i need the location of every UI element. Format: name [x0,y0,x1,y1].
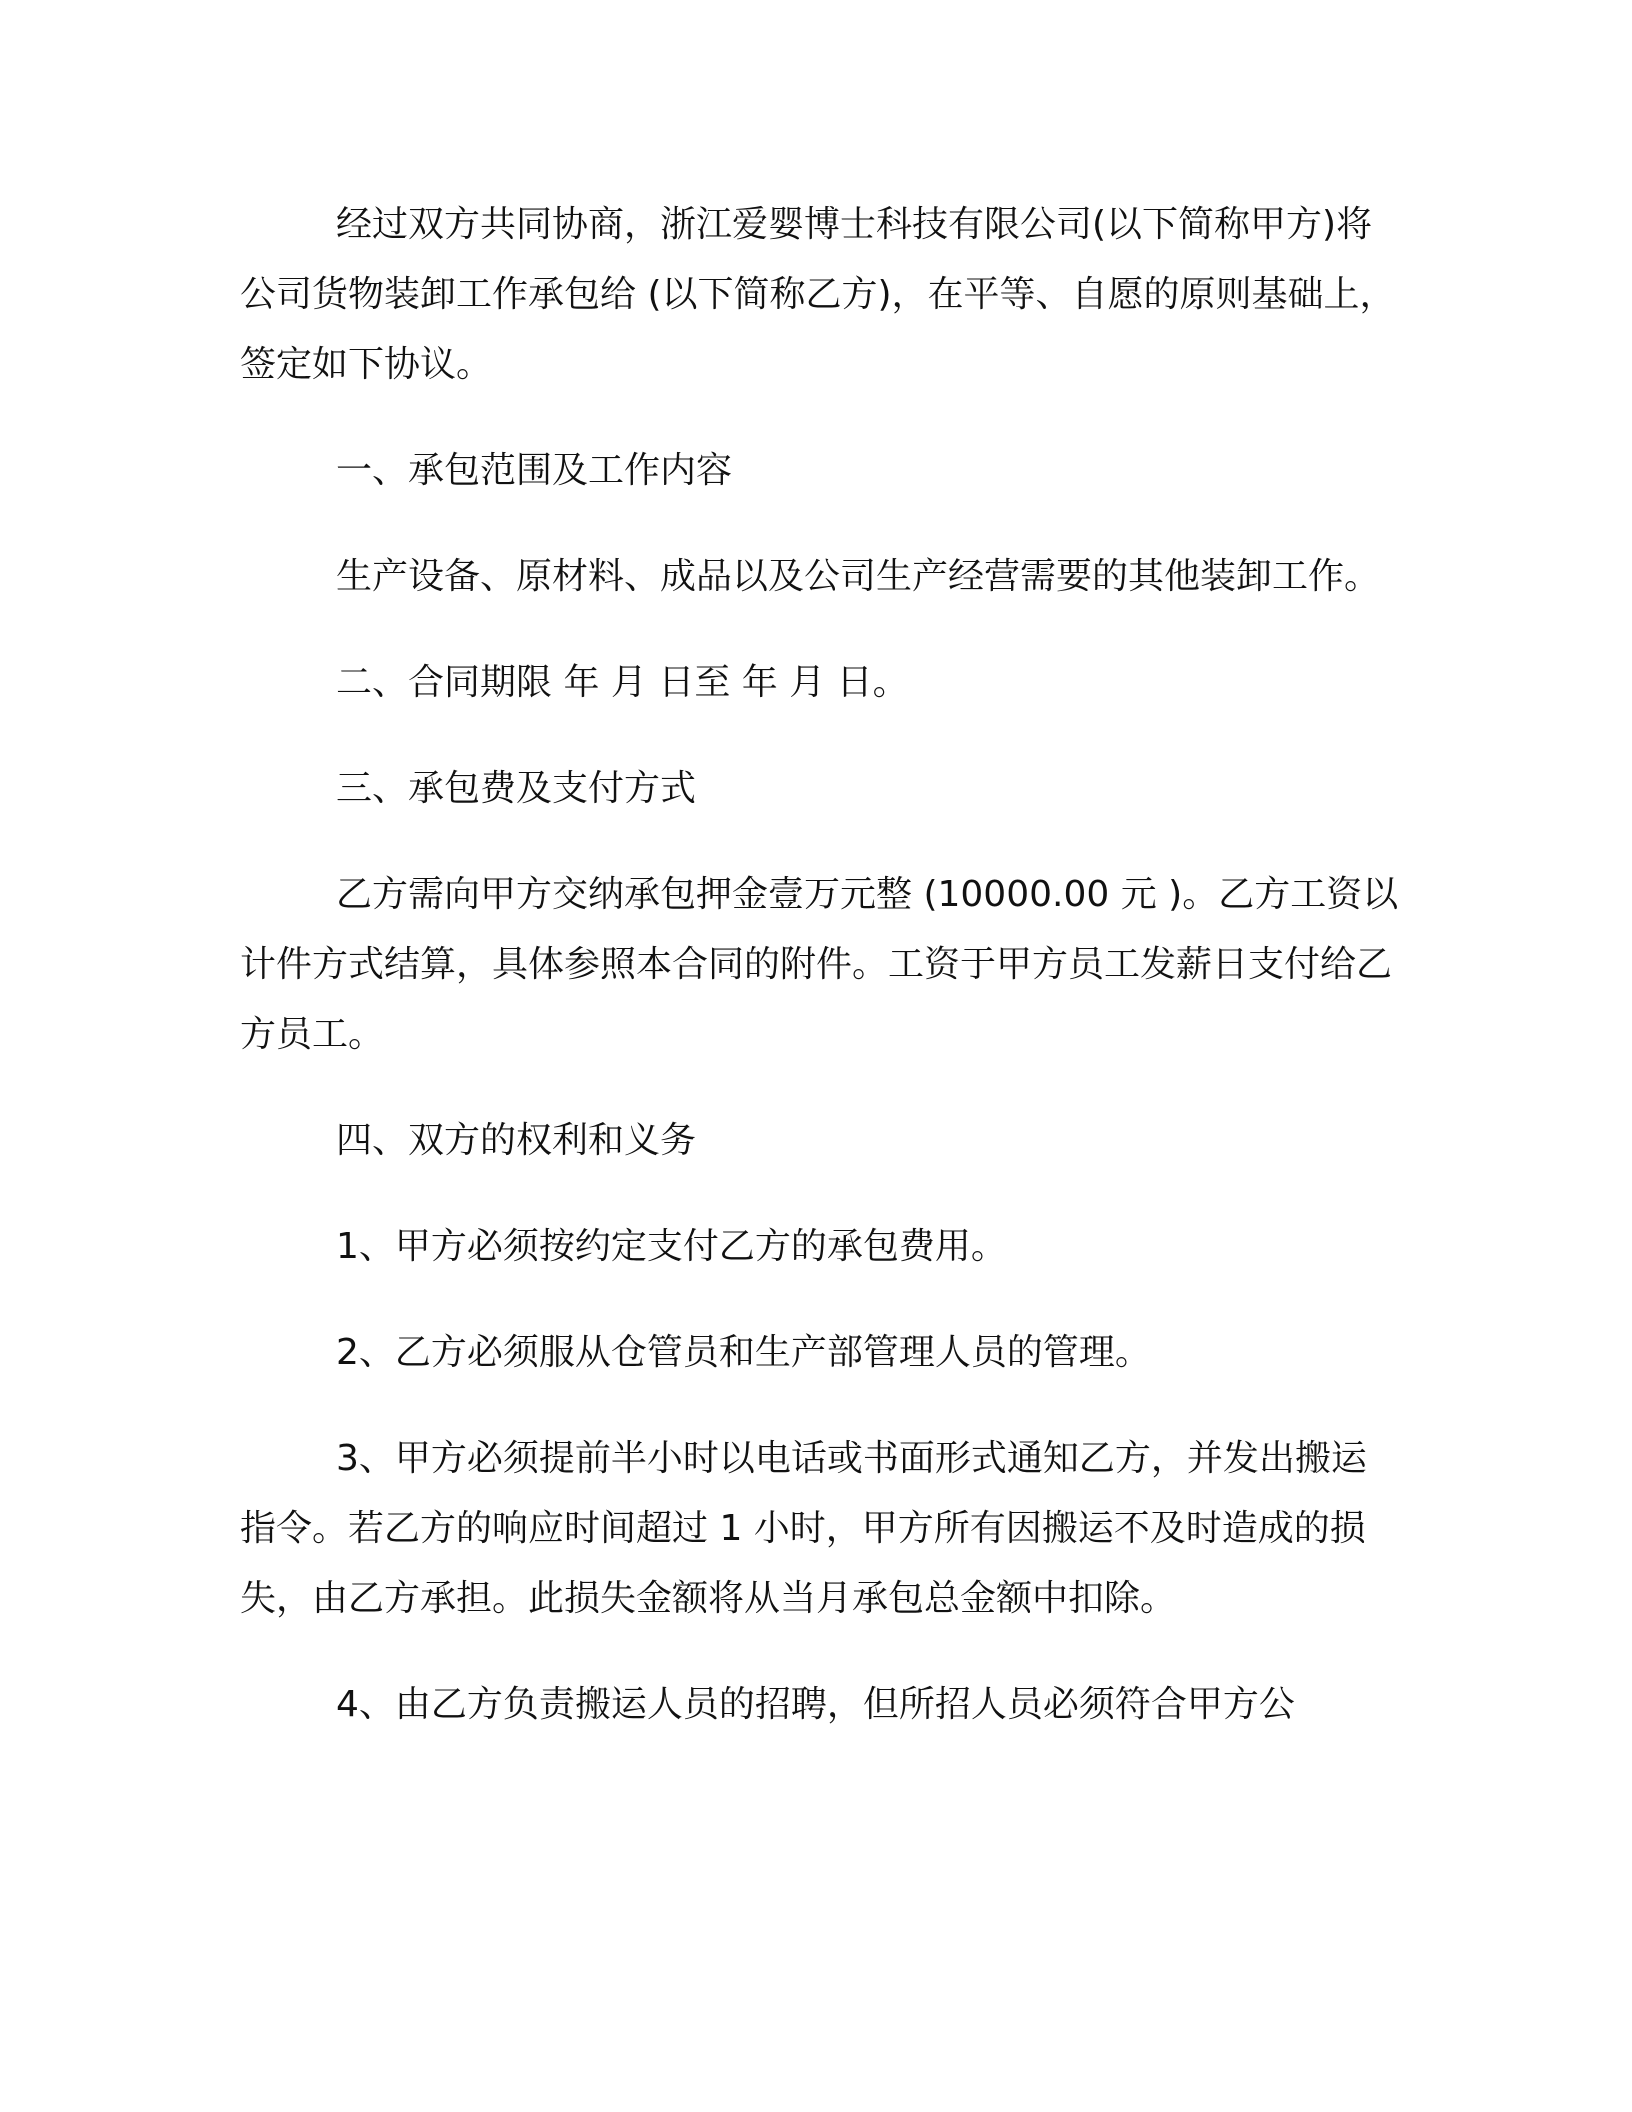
section-1-body: 生产设备、原材料、成品以及公司生产经营需要的其他装卸工作。 [336,556,1381,597]
intro-paragraph: 经过双方共同协商，浙江爱婴博士科技有限公司(以下简称甲方)将公司货物装卸工作承包给 (以下简称乙方)，在平等、自愿的原则基础上，签定如下协议。 [240,204,1396,385]
list-item-3: 3、甲方必须提前半小时以电话或书面形式通知乙方，并发出搬运指令。若乙方的响应时间超过 1 小时，甲方所有因搬运不及时造成的损失，由乙方承担。此损失金额将从当月承包总金额中扣除。 [240,1438,1367,1619]
section-4-heading: 四、双方的权利和义务 [336,1120,697,1161]
list-item-1: 1、甲方必须按约定支付乙方的承包费用。 [336,1226,1007,1267]
section-2-heading: 二、合同期限 年 月 日至 年 月 日。 [336,662,909,703]
document-body [240,190,1400,1740]
section-3-body: 乙方需向甲方交纳承包押金壹万元整 (10000.00 元 )。乙方工资以计件方式结算，具体参照本合同的附件。工资于甲方员工发薪日支付给乙方员工。 [240,874,1399,1055]
section-3-heading: 三、承包费及支付方式 [336,768,697,809]
section-1-heading: 一、承包范围及工作内容 [336,450,733,491]
list-item-4: 4、由乙方负责搬运人员的招聘，但所招人员必须符合甲方公 [336,1684,1295,1725]
list-item-2: 2、乙方必须服从仓管员和生产部管理人员的管理。 [336,1332,1151,1373]
